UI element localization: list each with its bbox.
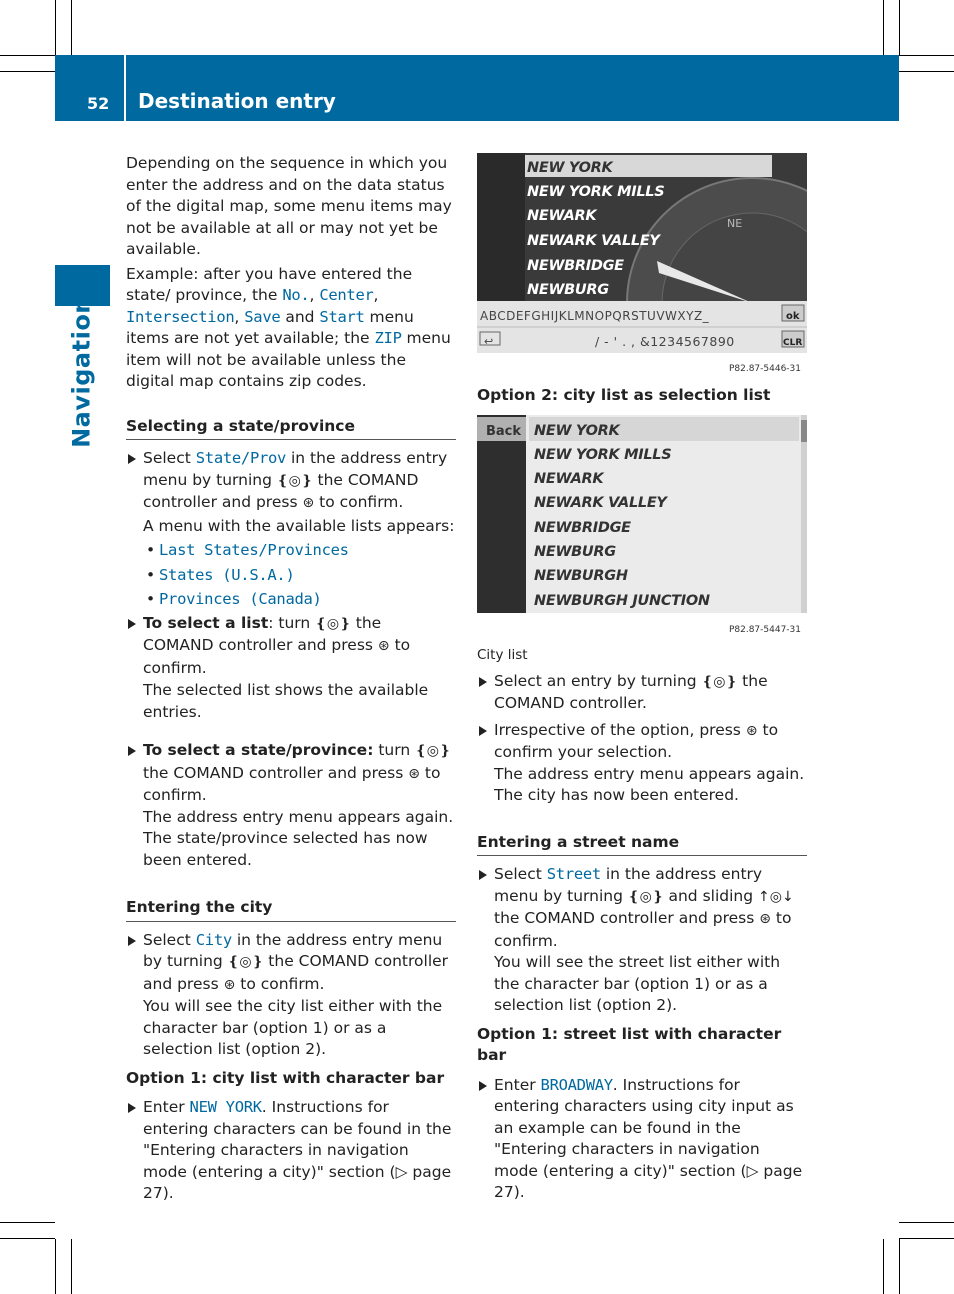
section-heading-city: Entering the city: [126, 897, 456, 922]
page-header: [55, 55, 899, 121]
left-column: [126, 153, 456, 1205]
crop-mark: [899, 1222, 954, 1223]
subheading-option1-city: Option 1: city list with character bar: [126, 1068, 445, 1087]
controller-press-icon: ⊛: [377, 638, 390, 654]
city-list-item: NEWBURG: [527, 282, 609, 298]
step-select-street: Select Street in the address entry menu by turning ❴◎❵ and sliding ↑◎↓ the COMAND controller and press ⊛ to confirm. You will see the street list either with the character bar (option 1) or as a selection list (option 2).: [477, 864, 807, 1017]
city-list-item: NEW YORK MILLS: [534, 447, 672, 463]
menu-item-code: Street: [546, 865, 601, 883]
screenshot-selection-list: [477, 415, 807, 635]
right-column: [477, 385, 807, 407]
controller-turn-icon: ❴◎❵: [227, 954, 264, 970]
city-list-item: NEWARK VALLEY: [527, 233, 660, 249]
compass-label: NE: [727, 217, 743, 230]
step-select-list: To select a list: turn ❴◎❵ the COMAND controller and press ⊛ to confirm. The selected list shows the available entries.: [126, 613, 456, 724]
menu-item-code: Center: [319, 286, 374, 304]
list-option: • Provinces (Canada): [126, 589, 456, 611]
controller-turn-icon: ❴◎❵: [627, 888, 664, 905]
section-heading-street: Entering a street name: [477, 832, 807, 857]
step-confirm-selection: Irrespective of the option, press ⊛ to confirm your selection. The address entry menu appears again. The city has now been entered.: [477, 720, 807, 807]
example-paragraph: Example: after you have entered the state/ province, the No., Center, Intersection, Save and Start menu items are not yet available; the ZIP menu item will not be available unless the digital map contains zip codes.: [126, 264, 451, 390]
step-result: You will see the street list either with the character bar (option 1) or as a selection list (option 2).: [494, 953, 781, 1014]
crop-mark: [0, 1238, 55, 1239]
step-select-state: Select State/Prov in the address entry menu by turning ❴◎❵ the COMAND controller and press ⊛ to confirm. A menu with the available lists appears:: [126, 448, 456, 537]
figure-code: P82.87-5447-31: [728, 625, 801, 635]
controller-turn-icon: ❴◎❵: [701, 673, 738, 690]
step-select-city: Select City in the address entry menu by turning ❴◎❵ the COMAND controller and press ⊛ to confirm. You will see the city list either with the character bar (option 1) or as a selection list (option 2).: [126, 930, 456, 1061]
step-result: The address entry menu appears again. The city has now been entered.: [494, 764, 805, 804]
step-select-entry: Select an entry by turning ❴◎❵ the COMAND controller.: [477, 671, 807, 715]
menu-item-code: Intersection: [126, 307, 235, 326]
screenshot-character-bar: [477, 153, 807, 373]
crop-mark: [0, 1222, 55, 1223]
crop-mark: [899, 55, 954, 56]
header-divider: [124, 55, 126, 121]
city-list-item: NEWBRIDGE: [527, 258, 624, 274]
character-bar-letters: ABCDEFGHIJKLMNOPQRSTUVWXYZ_: [480, 309, 710, 323]
city-list-item: NEW YORK: [534, 423, 620, 439]
menu-item-code: BROADWAY: [540, 1075, 613, 1094]
controller-turn-icon: ❴◎❵: [415, 743, 451, 759]
back-button: Back: [486, 424, 522, 439]
controller-press-icon: ⊛: [759, 911, 771, 927]
controller-press-icon: ⊛: [408, 765, 420, 782]
controller-turn-icon: ❴◎❵: [315, 615, 351, 632]
subheading-option1-street: Option 1: street list with character bar: [477, 1024, 782, 1064]
step-result: The address entry menu appears again. The state/province selected has now been entered.: [143, 807, 454, 869]
menu-item-code: NEW YORK: [189, 1098, 262, 1116]
city-list-item: NEWARK: [534, 471, 604, 487]
step-result: A menu with the available lists appears:: [143, 516, 455, 535]
city-list-item: NEW YORK MILLS: [527, 184, 665, 200]
section-heading-state: Selecting a state/province: [126, 416, 456, 441]
city-list-item: NEWBURGH JUNCTION: [534, 593, 710, 609]
page-number: 52: [87, 94, 110, 113]
city-list-item: NEWARK VALLEY: [534, 495, 667, 511]
figure-caption: City list: [477, 647, 528, 663]
controller-press-icon: ⊛: [223, 976, 236, 993]
controller-slide-icon: ↑◎↓: [758, 888, 794, 905]
crop-mark: [899, 0, 900, 55]
crop-mark: [899, 1238, 954, 1239]
crop-mark: [0, 71, 55, 72]
menu-item-code: ZIP: [374, 329, 402, 347]
list-option: • Last States/Provinces: [126, 540, 456, 562]
crop-mark: [71, 1239, 72, 1294]
crop-mark: [71, 0, 72, 55]
crop-mark: [883, 0, 884, 55]
side-section-label: Navigation: [67, 296, 96, 448]
menu-item-code: Save: [244, 307, 281, 326]
subheading-option2-city: Option 2: city list as selection list: [477, 386, 771, 404]
step-result: You will see the city list either with the character bar (option 1) or as a selection list (option 2).: [143, 997, 443, 1058]
crop-mark: [0, 55, 55, 56]
intro-paragraph: Depending on the sequence in which you enter the address and on the data status of the digital map, some menu items may not be available at all or may not yet be available.: [126, 154, 452, 258]
city-list-item: NEWBRIDGE: [534, 520, 631, 536]
menu-item-code: Start: [319, 307, 365, 326]
menu-item-code: No.: [282, 286, 310, 304]
clear-button: CLR: [783, 338, 803, 348]
crop-mark: [55, 0, 56, 55]
ok-button: ok: [786, 311, 800, 322]
menu-item-code: City: [195, 930, 232, 949]
city-list-item: NEW YORK: [527, 160, 613, 176]
menu-item-code: State/Prov: [195, 449, 287, 467]
list-option: • States (U.S.A.): [126, 565, 456, 587]
crop-mark: [899, 1239, 900, 1294]
back-icon: ↩: [484, 335, 494, 348]
figure-code: P82.87-5446-31: [728, 364, 801, 373]
step-result: The selected list shows the available entries.: [143, 681, 429, 721]
step-enter-city: Enter NEW YORK. Instructions for entering characters can be found in the "Entering characters in navigation mode (entering a city)" section (▷ page 27).: [126, 1097, 456, 1205]
right-column-lower: [477, 645, 807, 1204]
controller-press-icon: ⊛: [745, 722, 758, 739]
city-list-item: NEWARK: [527, 208, 597, 224]
step-select-state-province: To select a state/province: turn ❴◎❵ the COMAND controller and press ⊛ to confirm. The address entry menu appears again. The state/province selected has now been entered.: [126, 740, 456, 871]
city-list-item: NEWBURGH: [534, 568, 628, 584]
chapter-title: Destination entry: [138, 89, 336, 113]
crop-mark: [883, 1239, 884, 1294]
controller-press-icon: ⊛: [302, 495, 315, 511]
character-bar-symbols: / - ' . , &1234567890: [595, 334, 735, 349]
controller-turn-icon: ❴◎❵: [276, 472, 313, 489]
step-enter-street: Enter BROADWAY. Instructions for entering characters using city input as an example can be found in the "Entering characters in navigation mode (entering a city)" section (▷ page 27).: [477, 1075, 807, 1204]
crop-mark: [899, 71, 954, 72]
crop-mark: [55, 1239, 56, 1294]
city-list-item: NEWBURG: [534, 544, 616, 560]
